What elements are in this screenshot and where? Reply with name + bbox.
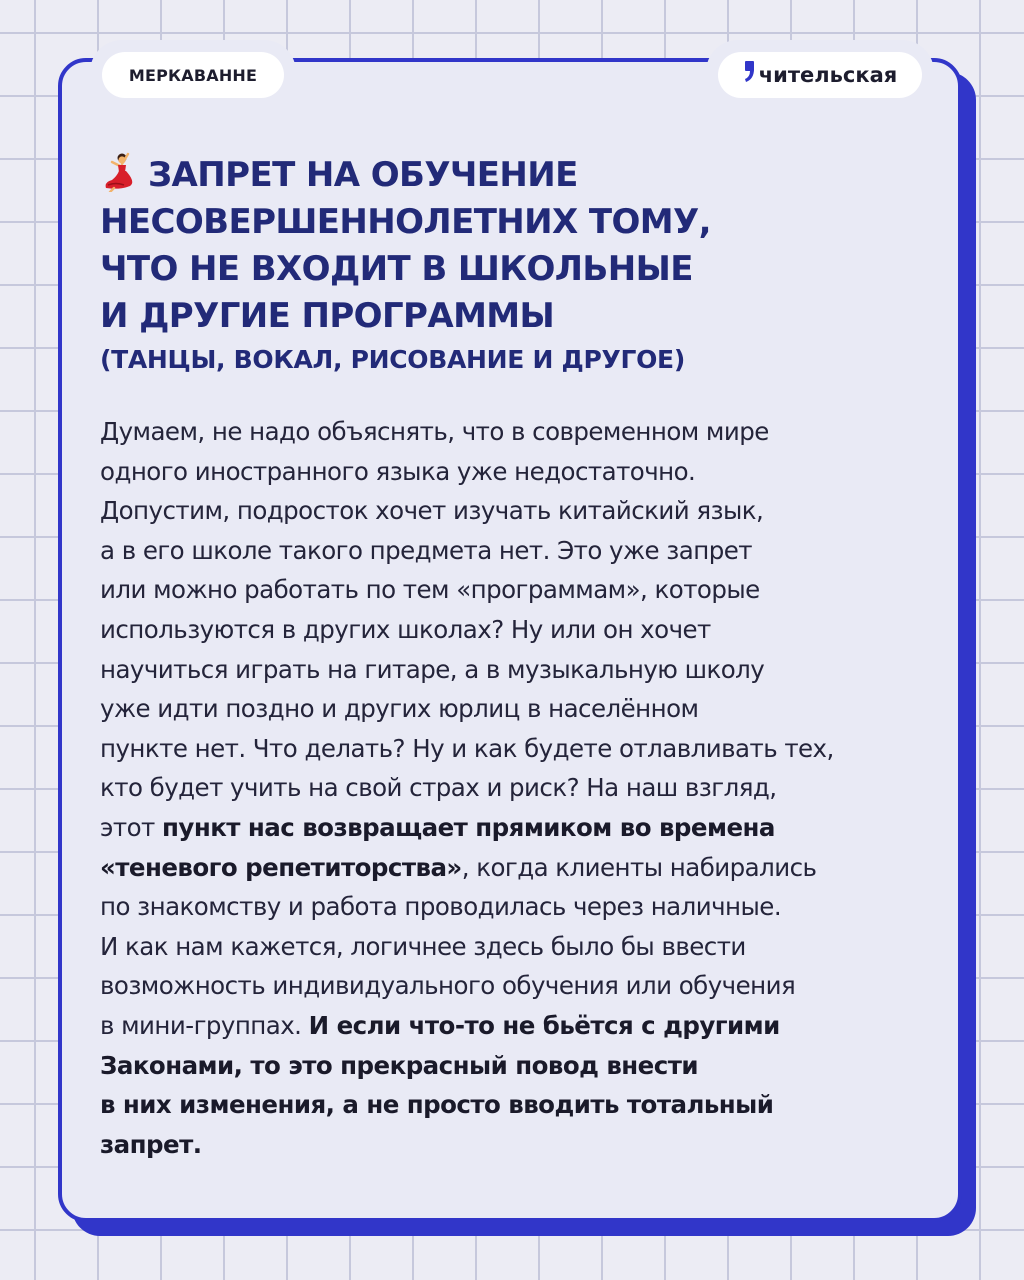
- body-text: уже идти поздно и других юрлиц в населённом: [100, 694, 699, 724]
- body-text: используются в других школах? Ну или он хочет: [100, 614, 711, 644]
- title-line-3: ЧТО НЕ ВХОДИТ В ШКОЛЬНЫЕ: [100, 249, 693, 289]
- category-tag-label: МЕРКАВАННЕ: [128, 65, 258, 85]
- body-line: [100, 927, 930, 967]
- body-line: [100, 689, 930, 729]
- body-line: [100, 808, 930, 848]
- page-title: [100, 152, 920, 340]
- body-emphasis: «теневого репетиторства»: [100, 852, 462, 882]
- body-text: пункте нет. Что делать? Ну и как будете отлавливать тех,: [100, 733, 834, 763]
- body-line: [100, 966, 930, 1006]
- body-line: [100, 729, 930, 769]
- body-text: , когда клиенты набирались: [461, 852, 817, 882]
- body-line: [100, 1125, 930, 1165]
- body-emphasis: И если что-то не бьётся с другими: [308, 1010, 780, 1040]
- dancer-icon: [100, 152, 138, 192]
- body-emphasis: запрет.: [100, 1129, 202, 1159]
- body-emphasis: в них изменения, а не просто вводить тотальный: [100, 1090, 774, 1120]
- title-line-1: ЗАПРЕТ НА ОБУЧЕНИЕ: [148, 155, 578, 195]
- body-line: [100, 650, 930, 690]
- body-text: в мини-группах.: [100, 1010, 309, 1040]
- body-line: [100, 1085, 930, 1125]
- page-subtitle: (ТАНЦЫ, ВОКАЛ, РИСОВАНИЕ И ДРУГОЕ): [100, 345, 685, 374]
- body-line: [100, 491, 930, 531]
- body-line: [100, 848, 930, 888]
- body-text: одного иностранного языка уже недостаточно.: [100, 456, 696, 486]
- title-line-4: И ДРУГИЕ ПРОГРАММЫ: [100, 296, 555, 336]
- body-line: [100, 531, 930, 571]
- body-emphasis: Законами, то это прекрасный повод внести: [100, 1050, 698, 1080]
- body-line: [100, 1006, 930, 1046]
- quote-mark-icon: [743, 61, 757, 83]
- body-text: возможность индивидуального обучения или обучения: [100, 971, 796, 1001]
- body-line: [100, 412, 930, 452]
- body-line: [100, 570, 930, 610]
- body-text: научиться играть на гитаре, а в музыкальную школу: [100, 654, 765, 684]
- brand-name: чительская: [758, 63, 898, 87]
- body-line: [100, 887, 930, 927]
- body-text: или можно работать по тем «программам», которые: [100, 575, 760, 605]
- body-line: [100, 768, 930, 808]
- body-emphasis: пункт нас возвращает прямиком во времена: [162, 812, 775, 842]
- body-text: И как нам кажется, логичнее здесь было бы ввести: [100, 931, 746, 961]
- brand-logo: [718, 52, 922, 98]
- body-text: кто будет учить на свой страх и риск? На наш взгляд,: [100, 773, 777, 803]
- article-body: [100, 412, 930, 1164]
- body-line: [100, 1046, 930, 1086]
- body-line: [100, 452, 930, 492]
- body-text: по знакомству и работа проводилась через наличные.: [100, 892, 782, 922]
- category-tag: [102, 52, 284, 98]
- body-text: Думаем, не надо объяснять, что в современном мире: [100, 417, 769, 446]
- title-line-2: НЕСОВЕРШЕННОЛЕТНИХ ТОМУ,: [100, 202, 711, 242]
- heading-block: [100, 152, 920, 380]
- body-text: этот: [100, 812, 163, 842]
- body-text: а в его школе такого предмета нет. Это уже запрет: [100, 535, 752, 565]
- body-line: [100, 610, 930, 650]
- body-text: Допустим, подросток хочет изучать китайский язык,: [100, 496, 764, 526]
